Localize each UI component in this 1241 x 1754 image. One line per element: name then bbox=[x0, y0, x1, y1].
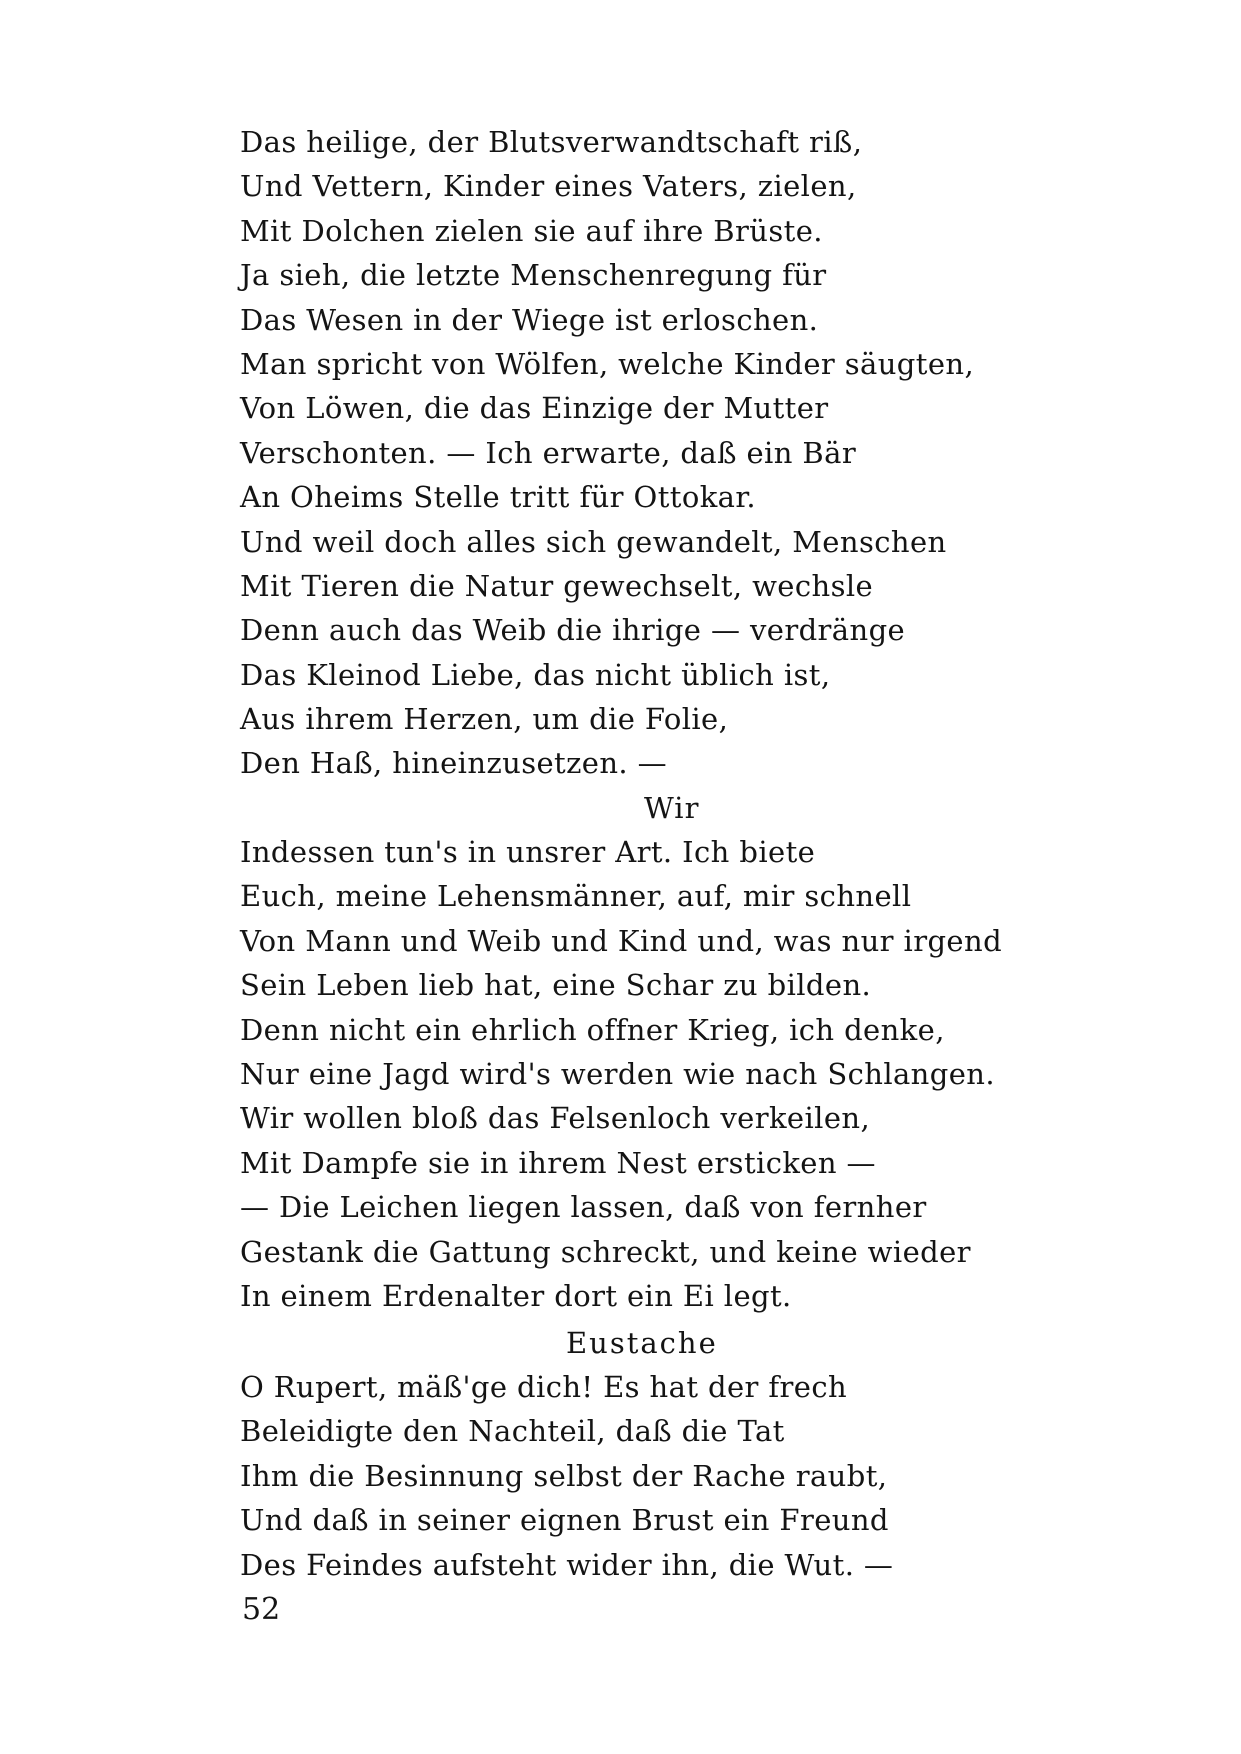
verse-line: In einem Erdenalter dort ein Ei legt. bbox=[240, 1278, 792, 1313]
verse-line: Und Vettern, Kinder eines Vaters, zielen, bbox=[240, 169, 857, 204]
verse-line: Das Kleinod Liebe, das nicht üblich ist, bbox=[240, 657, 831, 692]
verse-line: Euch, meine Lehensmänner, auf, mir schnell bbox=[240, 879, 912, 914]
verse-line: Den Haß, hineinzusetzen. — bbox=[240, 746, 668, 781]
verse-line: Indessen tun's in unsrer Art. Ich biete bbox=[240, 835, 816, 869]
verse-line: Denn auch das Weib die ihrige — verdränge bbox=[240, 613, 906, 648]
verse-line: Wir wollen bloß das Felsenloch verkeilen, bbox=[240, 1101, 871, 1136]
verse-line: Gestank die Gattung schreckt, und keine wieder bbox=[240, 1234, 971, 1269]
verse-line: Von Mann und Weib und Kind und, was nur irgend bbox=[240, 923, 1003, 958]
verse-line: Aus ihrem Herzen, um die Folie, bbox=[240, 702, 729, 737]
verse-line: Das Wesen in der Wiege ist erloschen. bbox=[240, 302, 819, 337]
verse-line: Mit Dampfe sie in ihrem Nest ersticken — bbox=[240, 1145, 876, 1180]
verse-line: Man spricht von Wölfen, welche Kinder säugten, bbox=[240, 346, 975, 381]
page-number: 52 bbox=[242, 1592, 281, 1627]
speaker-name: Wir bbox=[644, 791, 700, 825]
verse-line: Mit Tieren die Natur gewechselt, wechsle bbox=[240, 568, 874, 603]
verse-line: Und weil doch alles sich gewandelt, Menschen bbox=[240, 524, 947, 559]
verse-line: Und daß in seiner eignen Brust ein Freund bbox=[240, 1503, 889, 1538]
verse-line: Mit Dolchen zielen sie auf ihre Brüste. bbox=[240, 213, 823, 248]
verse-line: Sein Leben lieb hat, eine Schar zu bilden. bbox=[240, 968, 872, 1003]
verse-line: Ja sieh, die letzte Menschenregung für bbox=[240, 258, 827, 293]
verse-line: Nur eine Jagd wird's werden wie nach Schlangen. bbox=[240, 1056, 995, 1091]
verse-line: Ihm die Besinnung selbst der Rache raubt, bbox=[240, 1458, 888, 1493]
verse-line: O Rupert, mäß'ge dich! Es hat der frech bbox=[240, 1370, 848, 1404]
verse-line: Das heilige, der Blutsverwandtschaft riß, bbox=[240, 125, 863, 159]
verse-block-3 bbox=[240, 1365, 893, 1587]
verse-line: Verschonten. — Ich erwarte, daß ein Bär bbox=[240, 435, 857, 470]
verse-block-1 bbox=[240, 120, 974, 786]
speaker-name: Eustache bbox=[566, 1326, 718, 1360]
verse-block-2 bbox=[240, 830, 1002, 1318]
verse-line: Denn nicht ein ehrlich offner Krieg, ich denke, bbox=[240, 1012, 945, 1047]
verse-line: An Oheims Stelle tritt für Ottokar. bbox=[240, 480, 757, 515]
verse-line: — Die Leichen liegen lassen, daß von fernher bbox=[240, 1190, 927, 1225]
verse-line: Von Löwen, die das Einzige der Mutter bbox=[240, 391, 829, 426]
verse-line: Des Feindes aufsteht wider ihn, die Wut. — bbox=[240, 1547, 894, 1582]
verse-line: Beleidigte den Nachteil, daß die Tat bbox=[240, 1414, 785, 1449]
